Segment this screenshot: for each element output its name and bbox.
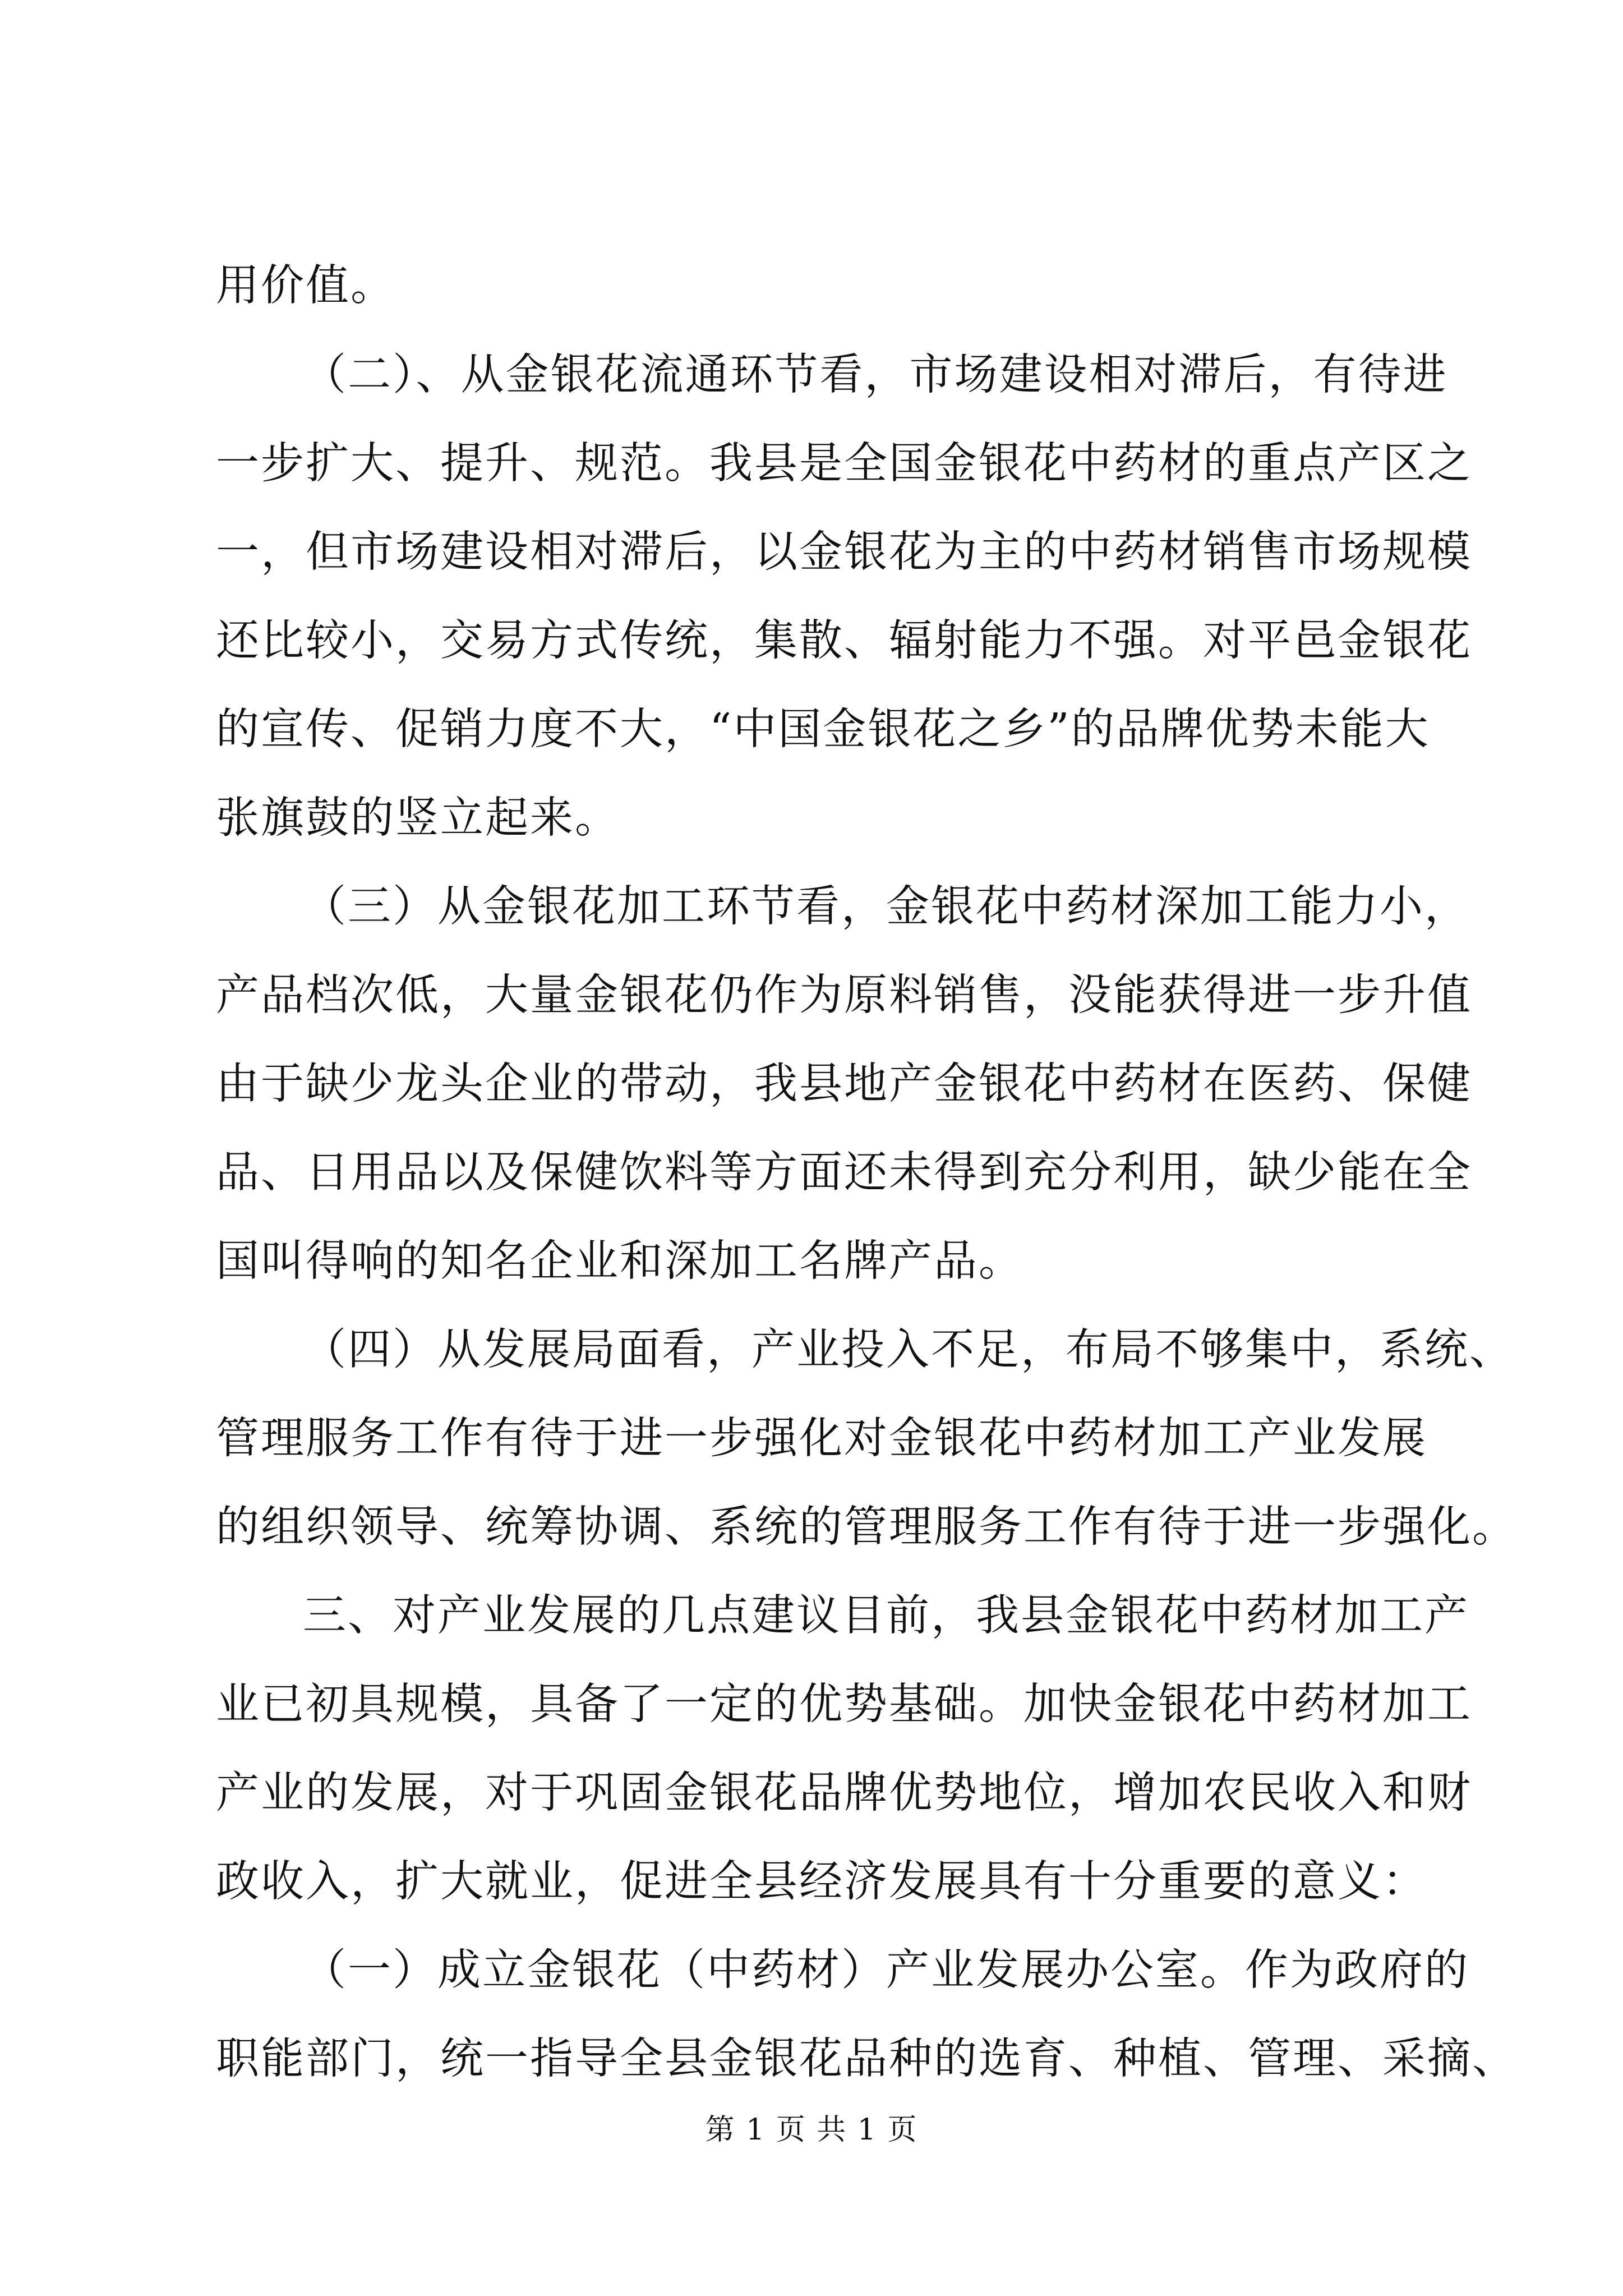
text-line: （三）从金银花加工环节看，金银花中药材深加工能力小，: [303, 882, 1469, 932]
text-line: 一，但市场建设相对滞后，以金银花为主的中药材销售市场规模: [216, 527, 1472, 577]
text-line: 三、对产业发展的几点建议目前，我县金银花中药材加工产: [303, 1591, 1469, 1641]
text-line: 管理服务工作有待于进一步强化对金银花中药材加工产业发展: [216, 1414, 1427, 1464]
text-line: （二）、从金银花流通环节看，市场建设相对滞后，有待进: [303, 350, 1448, 400]
text-line: 还比较小，交易方式传统，集散、辐射能力不强。对平邑金银花: [216, 616, 1472, 666]
text-line: 产业的发展，对于巩固金银花品牌优势地位，增加农民收入和财: [216, 1768, 1472, 1818]
page-footer: 第 1 页 共 1 页: [705, 2113, 918, 2147]
text-line: （一）成立金银花（中药材）产业发展办公室。作为政府的: [303, 1945, 1469, 1995]
text-line: 政收入，扩大就业，促进全县经济发展具有十分重要的意义：: [216, 1857, 1427, 1907]
text-line: 品、日用品以及保健饮料等方面还未得到充分利用，缺少能在全: [216, 1148, 1472, 1198]
text-line: 由于缺少龙头企业的带动，我县地产金银花中药材在医药、保健: [216, 1059, 1472, 1109]
text-line: （四）从发展局面看，产业投入不足，布局不够集中，系统、: [303, 1325, 1514, 1375]
text-line: 职能部门，统一指导全县金银花品种的选育、种植、管理、采摘、: [216, 2034, 1517, 2084]
text-line: 的宣传、促销力度不大，“中国金银花之乡”的品牌优势未能大: [216, 705, 1430, 754]
text-line: 张旗鼓的竖立起来。: [216, 793, 620, 843]
text-line: 用价值。: [216, 261, 395, 311]
text-line: 一步扩大、提升、规范。我县是全国金银花中药材的重点产区之: [216, 439, 1472, 489]
text-line: 产品档次低，大量金银花仍作为原料销售，没能获得进一步升值: [216, 970, 1472, 1020]
text-line: 业已初具规模，具备了一定的优势基础。加快金银花中药材加工: [216, 1680, 1472, 1729]
text-line: 国叫得响的知名企业和深加工名牌产品。: [216, 1236, 1023, 1286]
text-line: 的组织领导、统筹协调、系统的管理服务工作有待于进一步强化。: [216, 1502, 1517, 1552]
